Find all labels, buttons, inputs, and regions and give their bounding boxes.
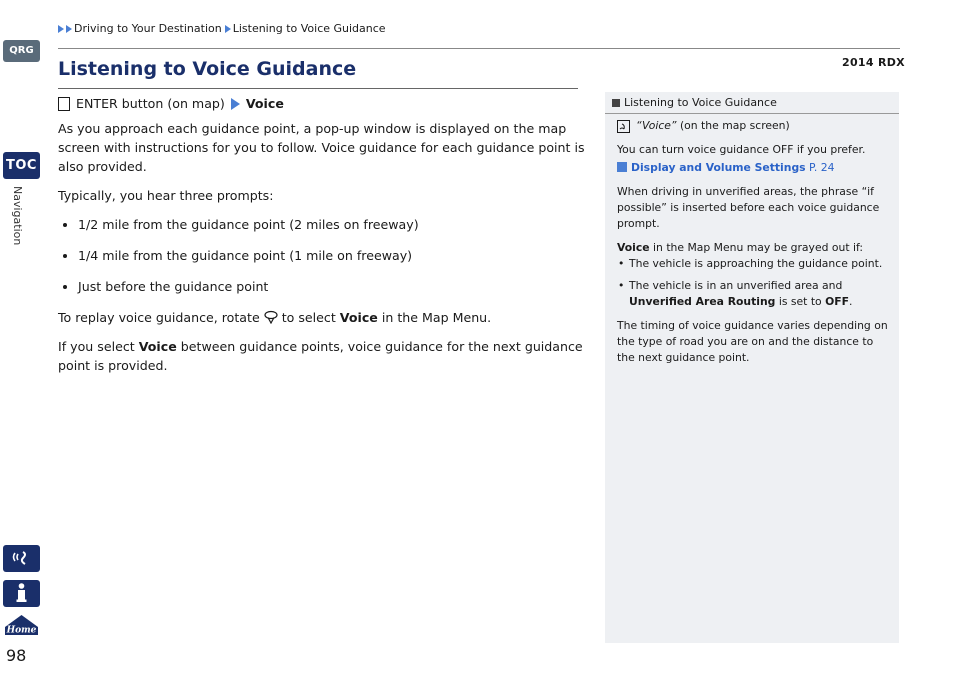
- prompts-intro: Typically, you hear three prompts:: [58, 188, 274, 203]
- voice-command-icon: [3, 545, 40, 572]
- home-icon: [3, 613, 40, 637]
- text-fragment: in the Map Menu.: [377, 310, 492, 325]
- grayed-note: [617, 240, 889, 256]
- text-fragment: To replay voice guidance, rotate: [58, 310, 264, 325]
- text-fragment: (on the map screen): [676, 119, 790, 132]
- text-fragment: is set to: [775, 295, 826, 308]
- toc-tab[interactable]: TOC: [3, 152, 40, 179]
- list-item: • The vehicle is approaching the guidance point.: [629, 256, 889, 272]
- intro-paragraph: As you approach each guidance point, a pop-up window is displayed on the map screen with instructions for you to follow. Voice guidance for each guidance point is also provided.: [58, 121, 585, 174]
- link-arrow-icon: [617, 162, 627, 172]
- text-fragment: between guidance points, voice guidance for the next guidance point is provided.: [58, 339, 583, 373]
- home-button-icon: [58, 97, 70, 111]
- replay-paragraph: [58, 308, 588, 327]
- qrg-tab[interactable]: QRG: [3, 40, 40, 62]
- menu-path: [58, 94, 588, 113]
- text-fragment: If you select: [58, 339, 139, 354]
- voice-command-text: “Voice”: [636, 119, 677, 132]
- home-tab[interactable]: [3, 613, 40, 637]
- settings-link[interactable]: Display and Volume Settings: [631, 161, 806, 174]
- info-tab[interactable]: [3, 580, 40, 607]
- select-paragraph: [58, 337, 588, 375]
- voice-term: Voice: [339, 310, 378, 325]
- interface-dial-icon: [264, 310, 278, 324]
- side-notes-title: Listening to Voice Guidance: [624, 96, 777, 109]
- breadcrumb-arrow-icon: [225, 25, 231, 33]
- header-divider: [58, 48, 900, 49]
- setting-term: Unverified Area Routing: [629, 295, 776, 308]
- side-notes-body: [617, 118, 889, 374]
- side-notes-heading: [612, 96, 777, 109]
- section-label: Navigation: [11, 186, 24, 246]
- side-notes-divider: [605, 113, 899, 114]
- menu-path-prefix: ENTER button (on map): [76, 96, 225, 111]
- turn-off-note: You can turn voice guidance OFF if you prefer.: [617, 143, 866, 156]
- breadcrumb-item[interactable]: Driving to Your Destination: [74, 22, 222, 35]
- page-number: 98: [6, 646, 27, 665]
- settings-link-row: [617, 160, 889, 176]
- breadcrumb-arrow-icon: [58, 25, 64, 33]
- voice-term: Voice: [617, 241, 650, 254]
- prompts-list: [58, 215, 588, 296]
- grayed-list: [617, 256, 889, 310]
- list-item: • 1/4 mile from the guidance point (1 mile on freeway): [78, 246, 588, 265]
- svg-text:Home: Home: [6, 625, 37, 636]
- page-ref[interactable]: P. 24: [809, 161, 835, 174]
- voice-term: Voice: [138, 339, 177, 354]
- setting-value: OFF: [825, 295, 850, 308]
- title-divider: [58, 88, 578, 89]
- list-item: • 1/2 mile from the guidance point (2 miles on freeway): [78, 215, 588, 234]
- voice-command-row: [617, 118, 889, 134]
- talk-button-icon: [617, 120, 630, 133]
- text-fragment: in the Map Menu may be grayed out if:: [649, 241, 864, 254]
- unverified-note: When driving in unverified areas, the phrase “if possible” is inserted before each voice guidance prompt.: [617, 185, 880, 230]
- breadcrumb-arrow-icon: [66, 25, 72, 33]
- timing-note: The timing of voice guidance varies depending on the type of road you are on and the distance to the next guidance point.: [617, 319, 888, 364]
- info-icon: [3, 580, 40, 607]
- list-item: • Just before the guidance point: [78, 277, 588, 296]
- voice-command-tab[interactable]: [3, 545, 40, 572]
- text-fragment: The vehicle is in an unverified area and: [629, 279, 843, 292]
- menu-path-target: Voice: [245, 96, 284, 111]
- text-fragment: to select: [277, 310, 340, 325]
- text-fragment: .: [849, 295, 853, 308]
- breadcrumb-item[interactable]: Listening to Voice Guidance: [232, 22, 386, 35]
- path-arrow-icon: [231, 98, 240, 110]
- model-label: 2014 RDX: [842, 56, 905, 69]
- note-icon: [612, 99, 620, 107]
- breadcrumb: [58, 22, 386, 35]
- list-item: [629, 278, 889, 310]
- main-content: [58, 94, 588, 385]
- page-title: Listening to Voice Guidance: [58, 58, 357, 80]
